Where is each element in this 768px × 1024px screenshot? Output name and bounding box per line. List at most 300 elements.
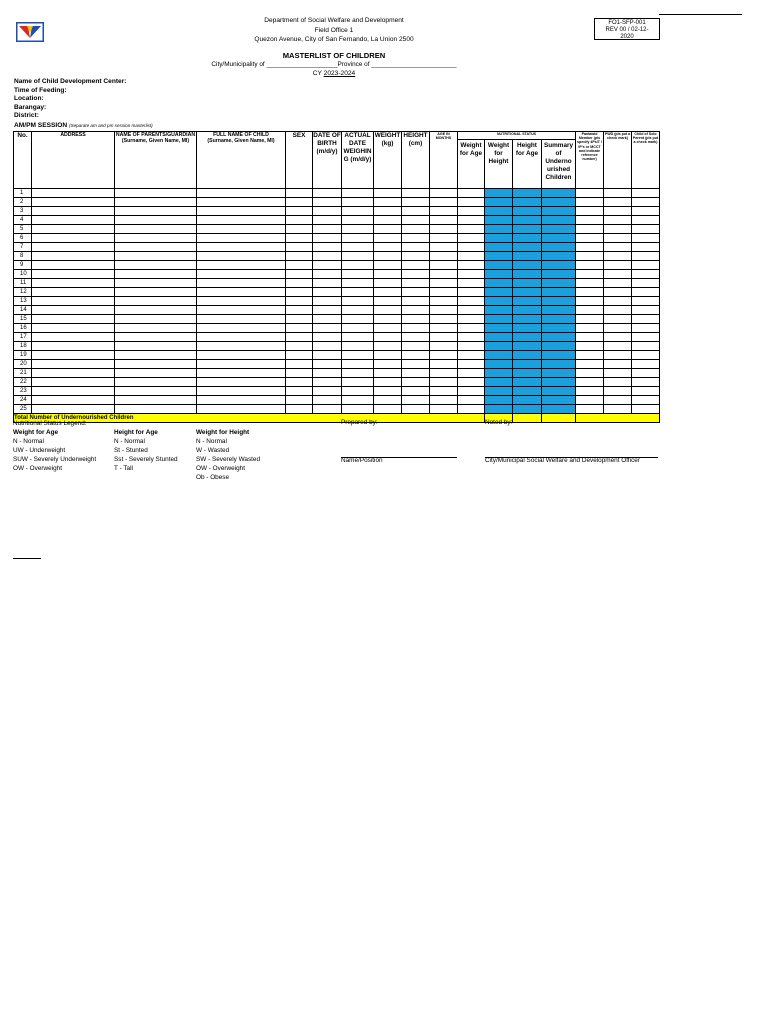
table-cell[interactable] [313, 261, 342, 270]
table-cell[interactable] [542, 288, 576, 297]
table-cell[interactable] [374, 243, 402, 252]
table-cell[interactable] [313, 351, 342, 360]
table-cell[interactable] [32, 288, 115, 297]
table-cell[interactable] [402, 306, 430, 315]
table-cell[interactable] [197, 342, 286, 351]
table-cell[interactable] [458, 351, 485, 360]
table-cell[interactable] [374, 360, 402, 369]
table-cell[interactable] [115, 225, 197, 234]
table-cell[interactable] [458, 189, 485, 198]
table-cell[interactable] [632, 243, 660, 252]
table-cell[interactable] [286, 270, 313, 279]
table-cell[interactable] [632, 306, 660, 315]
table-cell[interactable] [576, 198, 604, 207]
table-cell[interactable] [115, 297, 197, 306]
table-cell[interactable] [604, 261, 632, 270]
table-cell[interactable] [115, 306, 197, 315]
table-cell[interactable] [632, 225, 660, 234]
table-cell[interactable] [374, 306, 402, 315]
table-cell[interactable] [485, 261, 513, 270]
table-cell[interactable] [576, 297, 604, 306]
table-cell[interactable] [485, 360, 513, 369]
table-cell[interactable] [430, 324, 458, 333]
table-cell[interactable] [286, 315, 313, 324]
table-cell[interactable] [430, 207, 458, 216]
table-cell[interactable] [632, 315, 660, 324]
table-cell[interactable] [542, 189, 576, 198]
table-cell[interactable] [604, 378, 632, 387]
table-cell[interactable] [430, 261, 458, 270]
table-cell[interactable] [485, 198, 513, 207]
table-cell[interactable] [313, 315, 342, 324]
table-cell[interactable] [632, 297, 660, 306]
table-cell[interactable] [402, 351, 430, 360]
table-cell[interactable] [197, 324, 286, 333]
table-cell[interactable] [313, 333, 342, 342]
table-cell[interactable] [32, 207, 115, 216]
table-cell[interactable] [576, 189, 604, 198]
table-cell[interactable] [286, 378, 313, 387]
table-cell[interactable] [197, 261, 286, 270]
table-cell[interactable] [632, 387, 660, 396]
table-cell[interactable] [197, 270, 286, 279]
table-cell[interactable] [576, 207, 604, 216]
table-cell[interactable] [458, 252, 485, 261]
table-cell[interactable] [632, 234, 660, 243]
table-cell[interactable] [286, 387, 313, 396]
table-cell[interactable] [513, 261, 542, 270]
table-cell[interactable] [374, 342, 402, 351]
table-cell[interactable] [430, 315, 458, 324]
table-cell[interactable] [430, 360, 458, 369]
table-cell[interactable] [542, 378, 576, 387]
table-cell[interactable] [458, 225, 485, 234]
table-cell[interactable] [197, 387, 286, 396]
table-cell[interactable] [115, 279, 197, 288]
table-cell[interactable] [286, 279, 313, 288]
table-cell[interactable] [632, 252, 660, 261]
table-cell[interactable] [485, 396, 513, 405]
table-cell[interactable] [513, 405, 542, 414]
table-cell[interactable] [313, 216, 342, 225]
table-cell[interactable] [632, 369, 660, 378]
table-cell[interactable] [115, 360, 197, 369]
table-cell[interactable] [513, 252, 542, 261]
table-cell[interactable] [115, 387, 197, 396]
table-cell[interactable] [542, 405, 576, 414]
table-cell[interactable] [197, 396, 286, 405]
table-cell[interactable] [286, 306, 313, 315]
table-cell[interactable] [32, 351, 115, 360]
table-cell[interactable] [286, 252, 313, 261]
table-cell[interactable] [430, 378, 458, 387]
table-cell[interactable] [513, 396, 542, 405]
table-cell[interactable] [374, 387, 402, 396]
table-cell[interactable] [342, 387, 374, 396]
table-cell[interactable] [197, 297, 286, 306]
table-cell[interactable] [458, 279, 485, 288]
table-cell[interactable] [374, 396, 402, 405]
table-cell[interactable] [632, 405, 660, 414]
table-cell[interactable] [604, 279, 632, 288]
table-cell[interactable] [542, 396, 576, 405]
table-cell[interactable] [542, 216, 576, 225]
table-cell[interactable] [430, 270, 458, 279]
table-cell[interactable] [542, 234, 576, 243]
table-cell[interactable] [342, 252, 374, 261]
table-cell[interactable] [197, 216, 286, 225]
table-cell[interactable] [32, 315, 115, 324]
table-cell[interactable] [430, 234, 458, 243]
table-cell[interactable] [632, 333, 660, 342]
table-cell[interactable] [576, 216, 604, 225]
table-cell[interactable] [576, 378, 604, 387]
table-cell[interactable] [402, 405, 430, 414]
table-cell[interactable] [342, 216, 374, 225]
table-cell[interactable] [513, 315, 542, 324]
table-cell[interactable] [513, 333, 542, 342]
table-cell[interactable] [197, 252, 286, 261]
table-cell[interactable] [342, 297, 374, 306]
table-cell[interactable] [458, 261, 485, 270]
table-cell[interactable] [485, 252, 513, 261]
table-cell[interactable] [286, 351, 313, 360]
table-cell[interactable] [342, 243, 374, 252]
table-cell[interactable] [197, 315, 286, 324]
table-cell[interactable] [115, 252, 197, 261]
table-cell[interactable] [458, 369, 485, 378]
table-cell[interactable] [115, 234, 197, 243]
table-cell[interactable] [430, 297, 458, 306]
table-cell[interactable] [286, 243, 313, 252]
table-cell[interactable] [32, 189, 115, 198]
table-cell[interactable] [604, 270, 632, 279]
table-cell[interactable] [632, 396, 660, 405]
table-cell[interactable] [430, 198, 458, 207]
table-cell[interactable] [632, 270, 660, 279]
table-cell[interactable] [313, 279, 342, 288]
table-cell[interactable] [604, 216, 632, 225]
table-cell[interactable] [342, 306, 374, 315]
table-cell[interactable] [513, 207, 542, 216]
table-cell[interactable] [313, 234, 342, 243]
table-cell[interactable] [115, 270, 197, 279]
table-cell[interactable] [576, 306, 604, 315]
table-cell[interactable] [458, 270, 485, 279]
table-cell[interactable] [32, 369, 115, 378]
table-cell[interactable] [402, 315, 430, 324]
table-cell[interactable] [342, 369, 374, 378]
table-cell[interactable] [604, 396, 632, 405]
table-cell[interactable] [430, 288, 458, 297]
table-cell[interactable] [115, 261, 197, 270]
table-cell[interactable] [32, 279, 115, 288]
table-cell[interactable] [374, 270, 402, 279]
table-cell[interactable] [32, 360, 115, 369]
table-cell[interactable] [513, 342, 542, 351]
table-cell[interactable] [402, 198, 430, 207]
table-cell[interactable] [604, 360, 632, 369]
table-cell[interactable] [604, 198, 632, 207]
table-cell[interactable] [485, 189, 513, 198]
table-cell[interactable] [313, 396, 342, 405]
table-cell[interactable] [32, 234, 115, 243]
table-cell[interactable] [342, 378, 374, 387]
table-cell[interactable] [286, 342, 313, 351]
table-cell[interactable] [32, 252, 115, 261]
table-cell[interactable] [402, 342, 430, 351]
table-cell[interactable] [402, 288, 430, 297]
table-cell[interactable] [458, 297, 485, 306]
table-cell[interactable] [542, 207, 576, 216]
table-cell[interactable] [313, 288, 342, 297]
table-cell[interactable] [286, 261, 313, 270]
table-cell[interactable] [342, 270, 374, 279]
table-cell[interactable] [115, 315, 197, 324]
table-cell[interactable] [197, 369, 286, 378]
table-cell[interactable] [485, 405, 513, 414]
table-cell[interactable] [513, 288, 542, 297]
table-cell[interactable] [458, 396, 485, 405]
table-cell[interactable] [542, 315, 576, 324]
table-cell[interactable] [430, 333, 458, 342]
table-cell[interactable] [632, 261, 660, 270]
table-cell[interactable] [342, 396, 374, 405]
table-cell[interactable] [313, 225, 342, 234]
table-cell[interactable] [374, 225, 402, 234]
table-cell[interactable] [115, 324, 197, 333]
table-cell[interactable] [115, 207, 197, 216]
table-cell[interactable] [430, 216, 458, 225]
table-cell[interactable] [576, 360, 604, 369]
table-cell[interactable] [604, 189, 632, 198]
table-cell[interactable] [374, 216, 402, 225]
table-cell[interactable] [485, 279, 513, 288]
table-cell[interactable] [458, 342, 485, 351]
table-cell[interactable] [430, 279, 458, 288]
table-cell[interactable] [604, 387, 632, 396]
table-cell[interactable] [604, 351, 632, 360]
table-cell[interactable] [458, 207, 485, 216]
table-cell[interactable] [513, 369, 542, 378]
table-cell[interactable] [576, 405, 604, 414]
table-cell[interactable] [197, 198, 286, 207]
table-cell[interactable] [430, 189, 458, 198]
table-cell[interactable] [576, 225, 604, 234]
table-cell[interactable] [32, 306, 115, 315]
table-cell[interactable] [115, 189, 197, 198]
table-cell[interactable] [485, 306, 513, 315]
table-cell[interactable] [604, 342, 632, 351]
table-cell[interactable] [32, 396, 115, 405]
table-cell[interactable] [513, 297, 542, 306]
table-cell[interactable] [458, 234, 485, 243]
table-cell[interactable] [604, 288, 632, 297]
table-cell[interactable] [342, 288, 374, 297]
table-cell[interactable] [604, 207, 632, 216]
table-cell[interactable] [286, 360, 313, 369]
table-cell[interactable] [485, 342, 513, 351]
table-cell[interactable] [458, 387, 485, 396]
table-cell[interactable] [374, 297, 402, 306]
table-cell[interactable] [430, 252, 458, 261]
table-cell[interactable] [313, 405, 342, 414]
table-cell[interactable] [313, 369, 342, 378]
table-cell[interactable] [402, 261, 430, 270]
table-cell[interactable] [197, 225, 286, 234]
table-cell[interactable] [342, 225, 374, 234]
table-cell[interactable] [576, 369, 604, 378]
table-cell[interactable] [286, 216, 313, 225]
table-cell[interactable] [430, 243, 458, 252]
table-cell[interactable] [32, 261, 115, 270]
table-cell[interactable] [542, 306, 576, 315]
table-cell[interactable] [342, 234, 374, 243]
table-cell[interactable] [32, 198, 115, 207]
table-cell[interactable] [542, 324, 576, 333]
table-cell[interactable] [313, 297, 342, 306]
table-cell[interactable] [458, 216, 485, 225]
table-cell[interactable] [576, 342, 604, 351]
table-cell[interactable] [197, 360, 286, 369]
table-cell[interactable] [458, 360, 485, 369]
table-cell[interactable] [313, 342, 342, 351]
table-cell[interactable] [115, 216, 197, 225]
table-cell[interactable] [197, 405, 286, 414]
table-cell[interactable] [342, 198, 374, 207]
table-cell[interactable] [115, 288, 197, 297]
table-cell[interactable] [402, 189, 430, 198]
table-cell[interactable] [342, 333, 374, 342]
table-cell[interactable] [632, 288, 660, 297]
table-cell[interactable] [374, 405, 402, 414]
table-cell[interactable] [342, 279, 374, 288]
table-cell[interactable] [513, 351, 542, 360]
table-cell[interactable] [197, 189, 286, 198]
table-cell[interactable] [576, 279, 604, 288]
table-cell[interactable] [115, 396, 197, 405]
table-cell[interactable] [604, 243, 632, 252]
table-cell[interactable] [115, 333, 197, 342]
table-cell[interactable] [402, 252, 430, 261]
table-cell[interactable] [32, 333, 115, 342]
table-cell[interactable] [197, 288, 286, 297]
table-cell[interactable] [286, 405, 313, 414]
table-cell[interactable] [374, 333, 402, 342]
table-cell[interactable] [342, 405, 374, 414]
table-cell[interactable] [604, 252, 632, 261]
table-cell[interactable] [342, 342, 374, 351]
table-cell[interactable] [576, 333, 604, 342]
table-cell[interactable] [286, 189, 313, 198]
table-cell[interactable] [430, 306, 458, 315]
table-cell[interactable] [632, 216, 660, 225]
table-cell[interactable] [197, 207, 286, 216]
table-cell[interactable] [513, 216, 542, 225]
table-cell[interactable] [115, 243, 197, 252]
table-cell[interactable] [313, 360, 342, 369]
table-cell[interactable] [32, 243, 115, 252]
table-cell[interactable] [197, 333, 286, 342]
table-cell[interactable] [485, 207, 513, 216]
table-cell[interactable] [430, 225, 458, 234]
table-cell[interactable] [374, 198, 402, 207]
table-cell[interactable] [313, 378, 342, 387]
table-cell[interactable] [485, 324, 513, 333]
table-cell[interactable] [286, 369, 313, 378]
table-cell[interactable] [286, 225, 313, 234]
table-cell[interactable] [513, 279, 542, 288]
table-cell[interactable] [374, 378, 402, 387]
table-cell[interactable] [542, 333, 576, 342]
table-cell[interactable] [542, 360, 576, 369]
table-cell[interactable] [197, 234, 286, 243]
table-cell[interactable] [632, 189, 660, 198]
table-cell[interactable] [604, 315, 632, 324]
table-cell[interactable] [115, 378, 197, 387]
table-cell[interactable] [542, 297, 576, 306]
table-cell[interactable] [542, 279, 576, 288]
table-cell[interactable] [513, 225, 542, 234]
table-cell[interactable] [32, 387, 115, 396]
table-cell[interactable] [197, 351, 286, 360]
table-cell[interactable] [513, 324, 542, 333]
table-cell[interactable] [513, 234, 542, 243]
table-cell[interactable] [542, 387, 576, 396]
table-cell[interactable] [402, 396, 430, 405]
table-cell[interactable] [485, 270, 513, 279]
table-cell[interactable] [485, 225, 513, 234]
table-cell[interactable] [430, 405, 458, 414]
table-cell[interactable] [402, 225, 430, 234]
table-cell[interactable] [115, 198, 197, 207]
table-cell[interactable] [374, 315, 402, 324]
table-cell[interactable] [374, 234, 402, 243]
table-cell[interactable] [485, 288, 513, 297]
table-cell[interactable] [458, 378, 485, 387]
table-cell[interactable] [115, 351, 197, 360]
table-cell[interactable] [632, 207, 660, 216]
table-cell[interactable] [632, 360, 660, 369]
table-cell[interactable] [402, 243, 430, 252]
table-cell[interactable] [513, 189, 542, 198]
table-cell[interactable] [430, 387, 458, 396]
table-cell[interactable] [402, 378, 430, 387]
table-cell[interactable] [485, 216, 513, 225]
table-cell[interactable] [542, 369, 576, 378]
table-cell[interactable] [604, 333, 632, 342]
table-cell[interactable] [313, 189, 342, 198]
table-cell[interactable] [286, 288, 313, 297]
table-cell[interactable] [32, 324, 115, 333]
table-cell[interactable] [485, 369, 513, 378]
table-cell[interactable] [604, 369, 632, 378]
table-cell[interactable] [430, 351, 458, 360]
table-cell[interactable] [342, 351, 374, 360]
table-cell[interactable] [313, 306, 342, 315]
table-cell[interactable] [542, 243, 576, 252]
table-cell[interactable] [402, 333, 430, 342]
table-cell[interactable] [115, 342, 197, 351]
table-cell[interactable] [32, 405, 115, 414]
table-cell[interactable] [342, 324, 374, 333]
table-cell[interactable] [313, 198, 342, 207]
table-cell[interactable] [458, 243, 485, 252]
table-cell[interactable] [286, 333, 313, 342]
table-cell[interactable] [604, 234, 632, 243]
table-cell[interactable] [402, 360, 430, 369]
table-cell[interactable] [458, 405, 485, 414]
